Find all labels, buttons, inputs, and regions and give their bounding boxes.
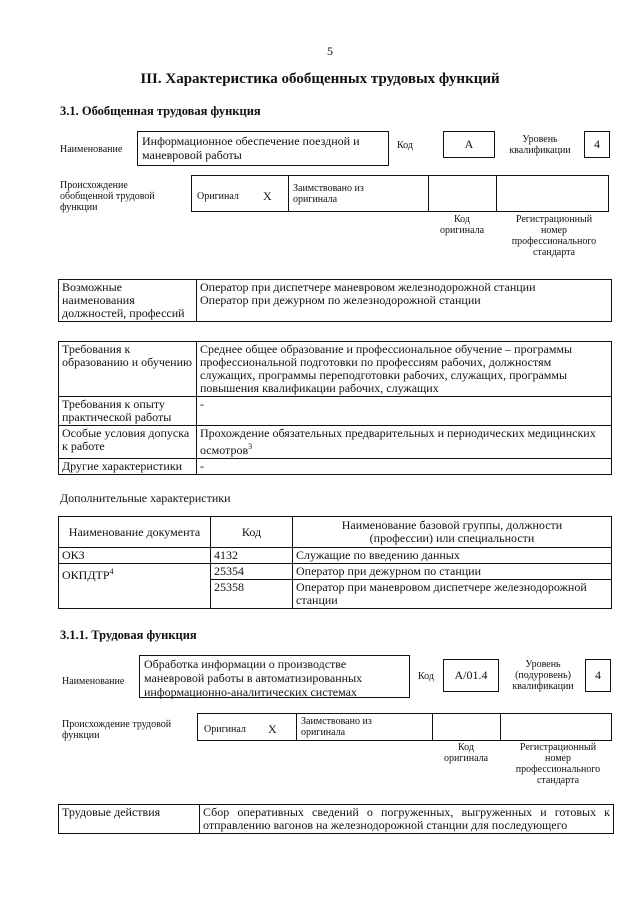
divider: [296, 713, 297, 741]
tf-code-original: [432, 742, 500, 764]
additional-heading: Дополнительные характеристики: [60, 491, 231, 505]
col-code-header: Код: [211, 517, 293, 548]
gtf-code-original: [428, 214, 496, 236]
additional-table: [58, 516, 612, 609]
origin-label-line: функции: [62, 730, 100, 741]
code-original-line: оригинала: [443, 753, 489, 764]
divider: [288, 175, 289, 212]
actions-table: [58, 804, 614, 834]
gtf-original-label: Оригинал: [197, 191, 239, 202]
gtf-name-line: Информационное обеспечение поездной и: [142, 134, 360, 148]
code-original-line: Код: [458, 742, 474, 753]
tf-level-value: 4: [585, 659, 611, 692]
origin-label-line: обобщенной трудовой: [60, 191, 155, 202]
gtf-level-value: 4: [584, 131, 610, 158]
reg-line: номер: [541, 225, 567, 236]
gtf-origin-label: [60, 180, 155, 213]
reg-line: профессионального: [511, 236, 597, 247]
reg-line: Регистрационный: [515, 214, 593, 225]
special-value: [197, 426, 612, 459]
other-label: Другие характеристики: [59, 459, 197, 475]
footnote-ref: 4: [109, 567, 114, 576]
actions-value: Сбор оперативных сведений о погруженных, выгруженных и готовых к отправлению вагонов на железнодорожной станции для последующего: [200, 805, 614, 834]
code-original-line: оригинала: [439, 225, 485, 236]
gtf-level-label: [500, 134, 580, 156]
code-original-line: Код: [454, 214, 470, 225]
gtf-reg-number: [499, 214, 609, 258]
position-name: Оператор при диспетчере маневровом железнодорожной станции: [200, 280, 536, 294]
borrowed-line: оригинала: [301, 727, 346, 738]
tf-origin-box: [197, 713, 612, 741]
borrowed-line: оригинала: [293, 194, 338, 205]
gtf-name-value: [137, 131, 389, 166]
gtf-borrowed-label: [293, 183, 364, 205]
tf-heading: 3.1.1. Трудовая функция: [60, 628, 197, 642]
doc-cell: [59, 564, 211, 609]
code-cell: 4132: [211, 548, 293, 564]
positions-value: [197, 280, 612, 322]
tf-name-line: Обработка информации о производстве: [144, 657, 347, 671]
divider: [496, 175, 497, 212]
section-title: III. Характеристика обобщенных трудовых функций: [140, 71, 500, 87]
tf-name-label: Наименование: [62, 676, 125, 687]
borrowed-line: Заимствовано из: [301, 716, 372, 727]
name-cell: Оператор при дежурном по станции: [293, 564, 612, 580]
education-label: Требования к образованию и обучению: [59, 342, 197, 397]
tf-name-line: информационно-аналитических системах: [144, 685, 357, 699]
divider: [500, 713, 501, 741]
gtf-origin-box: [191, 175, 609, 212]
level-label-line: Уровень: [525, 659, 561, 670]
positions-label: [59, 280, 197, 322]
name-cell: Служащие по введению данных: [293, 548, 612, 564]
divider: [428, 175, 429, 212]
gtf-code-value: А: [443, 131, 495, 158]
level-label-line: квалификации: [509, 145, 571, 156]
tf-level-label: [502, 659, 584, 692]
gtf-original-mark: X: [263, 189, 272, 203]
borrowed-line: Заимствовано из: [293, 183, 364, 194]
reg-line: Регистрационный: [519, 742, 597, 753]
origin-label-line: Происхождение трудовой: [62, 719, 172, 730]
requirements-table: [58, 341, 612, 475]
tf-borrowed-label: [301, 716, 372, 738]
position-name: Оператор при дежурном по железнодорожной станции: [200, 293, 481, 307]
reg-line: стандарта: [532, 247, 576, 258]
origin-label-line: Происхождение: [60, 180, 128, 191]
experience-label: Требования к опыту практической работы: [59, 397, 197, 426]
positions-label-line: Возможные: [62, 280, 122, 294]
col-doc-header: Наименование документа: [59, 517, 211, 548]
tf-origin-label: [62, 719, 171, 741]
gtf-heading: 3.1. Обобщенная трудовая функция: [60, 104, 261, 118]
level-label-line: (подуровень): [515, 670, 571, 681]
divider: [432, 713, 433, 741]
code-cell: 25358: [211, 580, 293, 609]
level-label-line: Уровень: [522, 134, 558, 145]
table-row: [59, 564, 612, 580]
reg-line: профессионального: [515, 764, 601, 775]
gtf-name-label: Наименование: [60, 144, 123, 155]
footnote-ref: 3: [248, 442, 253, 451]
origin-label-line: функции: [60, 202, 98, 213]
table-row: [59, 548, 612, 564]
experience-value: -: [197, 397, 612, 426]
gtf-name-line: маневровой работы: [142, 148, 242, 162]
level-label-line: квалификации: [512, 681, 574, 692]
special-label: Особые условия допуска к работе: [59, 426, 197, 459]
gtf-code-label: Код: [397, 140, 413, 151]
name-cell: Оператор при маневровом диспетчере железнодорожной станции: [293, 580, 612, 609]
positions-table: [58, 279, 612, 322]
tf-reg-number: [503, 742, 613, 786]
tf-name-line: маневровой работы в автоматизированных: [144, 671, 363, 685]
positions-label-line: должностей, профессий: [62, 306, 185, 320]
code-cell: 25354: [211, 564, 293, 580]
reg-line: стандарта: [536, 775, 580, 786]
actions-label: Трудовые действия: [59, 805, 200, 834]
positions-label-line: наименования: [62, 293, 135, 307]
special-text: Прохождение обязательных предварительных и периодических медицинских осмотров: [200, 426, 596, 457]
col-name-header: Наименование базовой группы, должности (профессии) или специальности: [293, 517, 612, 548]
tf-original-mark: X: [268, 722, 277, 736]
doc-cell: ОКЗ: [59, 548, 211, 564]
doc-text: ОКПДТР: [62, 568, 110, 582]
other-value: -: [197, 459, 612, 475]
tf-code-value: A/01.4: [443, 659, 499, 692]
tf-name-value: [139, 655, 410, 698]
education-value: Среднее общее образование и профессиональное обучение – программы профессиональной подготовки по профессиям рабочих, должностям служащих, программы переподготовки рабочих, служащих, программы повышения квалификации рабочих, служащих: [197, 342, 612, 397]
page-number: 5: [327, 44, 333, 58]
reg-line: номер: [545, 753, 571, 764]
tf-original-label: Оригинал: [204, 724, 246, 735]
tf-code-label: Код: [418, 671, 434, 682]
